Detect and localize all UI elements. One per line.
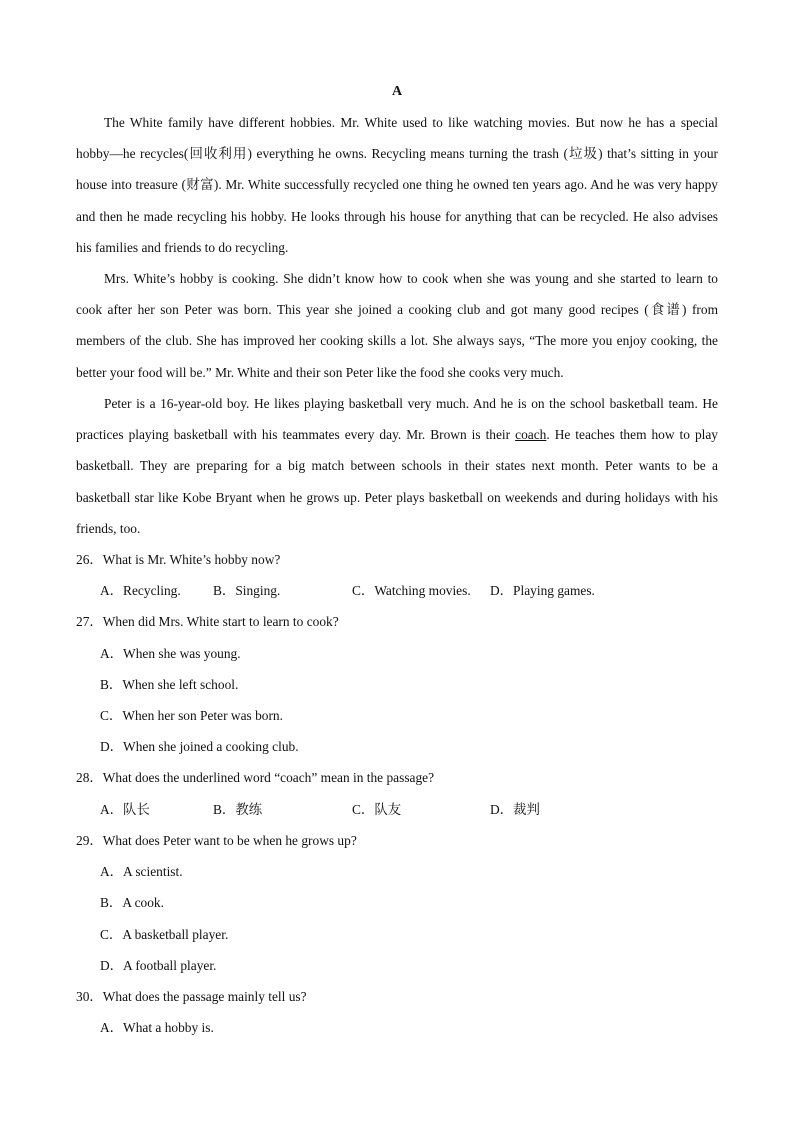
- passage-paragraph-2: Mrs. White’s hobby is cooking. She didn’t know how to cook when she was young and she started to learn to cook after her son Peter was born. This year she joined a cooking club and got many good recipes (食谱) from members of the club. She has improved her cooking skills a lot. She always says, “The more you enjoy cooking, the better your food will be.” Mr. White and their son Peter like the food she cooks very much.: [76, 271, 718, 380]
- question-30-stem: 30．What does the passage mainly tell us?: [76, 989, 307, 1004]
- question-29-option-a: A．A scientist.: [100, 864, 183, 879]
- question-29-stem: 29．What does Peter want to be when he grows up?: [76, 833, 357, 848]
- passage-paragraph-1: The White family have different hobbies. Mr. White used to like watching movies. But now he has a special hobby—he recycles(回收利用) everything he owns. Recycling means turning the trash (垃圾) that’s sitting in your house into treasure (财富). Mr. White successfully recycled one thing he owned ten years ago. And he was very happy and then he made recycling his hobby. He looks through his house for anything that can be recycled. He also advises his families and friends to do recycling.: [76, 115, 718, 255]
- question-26-option-c: C．Watching movies.: [352, 583, 471, 598]
- question-26-option-b: B．Singing.: [213, 583, 281, 598]
- question-29-option-d: D．A football player.: [100, 958, 217, 973]
- question-28-option-a: A．队长: [100, 802, 150, 817]
- passage-heading: A: [391, 84, 403, 99]
- question-27-stem: 27．When did Mrs. White start to learn to cook?: [76, 614, 339, 629]
- question-26-option-d: D．Playing games.: [490, 583, 595, 598]
- question-29-option-b: B．A cook.: [100, 895, 164, 910]
- question-28-option-b: B．教练: [213, 802, 263, 817]
- passage-paragraph-3: [76, 388, 718, 544]
- question-28-option-d: D．裁判: [490, 802, 540, 817]
- question-28-option-c: C．队友: [352, 802, 402, 817]
- question-28-stem: 28．What does the underlined word “coach” mean in the passage?: [76, 770, 435, 785]
- question-27-option-d: D．When she joined a cooking club.: [100, 739, 299, 754]
- paragraph-3-text-start: Peter is a 16-year-old boy. He likes playing basketball very much. And he is on the school basketball team. He practices playing basketball with his teammates every day. Mr. Brown is their: [76, 396, 718, 443]
- paragraph-3-text-end: . He teaches them how to play basketball. They are preparing for a big match between schools in their states next month. Peter wants to be a basketball star like Kobe Bryant when he grows up. Peter plays basketball on weekends and during holidays with his friends, too.: [76, 427, 718, 536]
- question-27-option-c: C．When her son Peter was born.: [100, 708, 283, 723]
- question-30-option-a: A．What a hobby is.: [100, 1020, 214, 1035]
- question-26-stem: 26．What is Mr. White’s hobby now?: [76, 552, 281, 567]
- question-27-option-a: A．When she was young.: [100, 646, 241, 661]
- underlined-word-coach: coach: [515, 427, 547, 443]
- question-29-option-c: C．A basketball player.: [100, 927, 229, 942]
- question-27-option-b: B．When she left school.: [100, 677, 239, 692]
- question-26-option-a: A．Recycling.: [100, 583, 181, 598]
